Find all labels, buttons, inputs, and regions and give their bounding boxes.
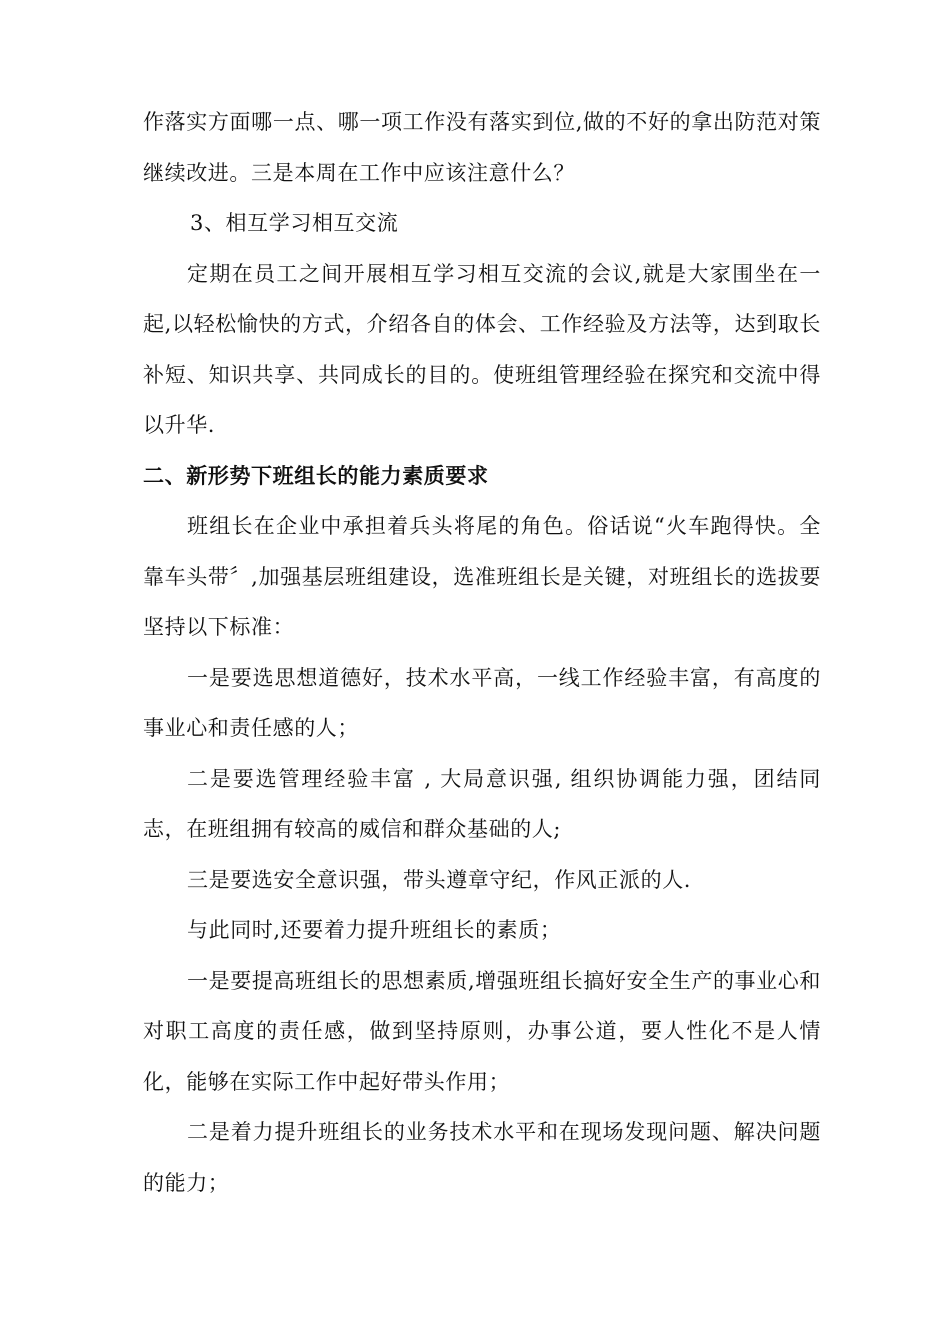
paragraph-quality-one: 一是要提高班组长的思想素质,增强班组长搞好安全生产的事业心和对职工高度的责任感，做到坚持原则，办事公道，要人性化不是人情化，能够在实际工作中起好带头作用； bbox=[143, 968, 821, 1094]
paragraph-team-leader-role: 班组长在企业中承担着兵头将尾的角色。俗话说“火车跑得快。全靠车头带〞,加强基层班组建设，选准班组长是关键，对班组长的选拔要坚持以下标准： bbox=[143, 514, 821, 639]
paragraph-standard-three: 三是要选安全意识强，带头遵章守纪，作风正派的人. bbox=[187, 867, 692, 892]
numbered-subheading: 3、相互学习相互交流 bbox=[190, 211, 399, 235]
paragraph-quality-two: 二是着力提升班组长的业务技术水平和在现场发现问题、解决问题的能力； bbox=[143, 1120, 821, 1195]
paragraph-standard-two: 二是要选管理经验丰富 , 大局意识强, 组织协调能力强，团结同志，在班组拥有较高的威信和群众基础的人; bbox=[143, 766, 821, 841]
paragraph-continuation: 作落实方面哪一点、哪一项工作没有落实到位,做的不好的拿出防范对策继续改进。三是本周在工作中应该注意什么？ bbox=[143, 110, 821, 185]
document-body bbox=[143, 97, 821, 1208]
paragraph-standard-one: 一是要选思想道德好，技术水平高，一线工作经验丰富，有高度的事业心和责任感的人； bbox=[143, 665, 821, 740]
paragraph-exchange-meeting: 定期在员工之间开展相互学习相互交流的会议,就是大家围坐在一起,以轻松愉快的方式，介绍各自的体会、工作经验及方法等，达到取长补短、知识共享、共同成长的目的。使班组管理经验在探究和交流中得以升华. bbox=[143, 261, 821, 437]
section-heading: 二、新形势下班组长的能力素质要求 bbox=[143, 463, 489, 488]
paragraph-quality-intro: 与此同时,还要着力提升班组长的素质； bbox=[187, 918, 562, 942]
